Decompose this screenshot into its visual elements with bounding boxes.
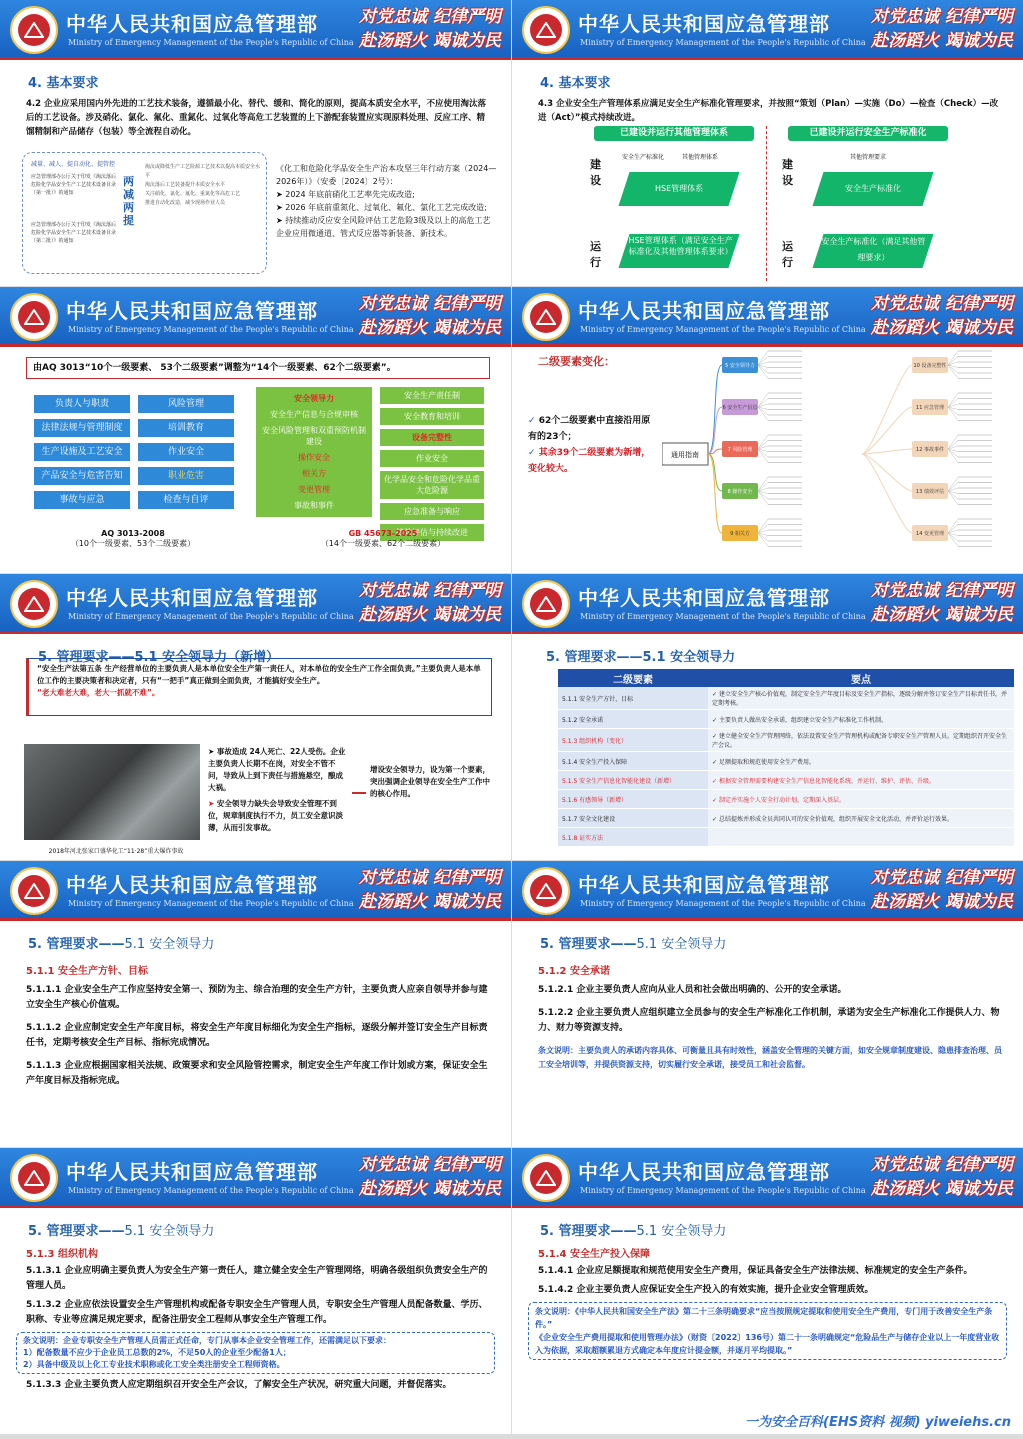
table-row: [558, 729, 1014, 752]
gb-element: 安全风险管理和双重预防机制建设: [262, 426, 366, 446]
table-row: [558, 771, 1014, 790]
org-name-en: Ministry of Emergency Management of the People's Republic of China: [68, 38, 354, 47]
section-title: 5. 管理要求——5.1 安全领导力: [546, 650, 736, 665]
slide-5-1-3: [0, 1148, 511, 1434]
mindmap-root-label: 通用指南: [671, 451, 699, 459]
gb-element: 相关方: [302, 469, 326, 478]
element-cell: 5.1.2 安全承诺: [558, 710, 708, 729]
slide-banner: [0, 0, 511, 60]
points-cell: ✓ 制定并实施个人安全行动计划，定期深入基层。: [708, 790, 1014, 809]
gb-element: 变更管理: [298, 485, 330, 494]
points-cell: ✓ 建立安全生产核心价值观，制定安全生产年度目标及安全生产指标，逐级分解并签订安全生产目标责任书，并定期考核。: [708, 687, 1014, 710]
emblem-icon: [522, 1154, 570, 1202]
slide-5-1-2: [512, 861, 1023, 1147]
section-title: 5. 管理要求——5.1 安全领导力: [540, 937, 727, 952]
subsection-title: 5.1.4 安全生产投入保障: [538, 1249, 650, 1260]
slide-banner: 中华人民共和国应急管理部 Ministry of Emergency Management of the People's Republic of China 对党忠诚 纪律严明 赴汤蹈火 竭诚为民: [512, 574, 1023, 634]
gb-element: 安全教育和培训: [380, 408, 484, 425]
gb-element: 安全领导力: [294, 394, 334, 403]
mindmap-group-label: 8 操作安全: [727, 489, 753, 495]
slide-leadership-table: [512, 574, 1023, 860]
table-row: [558, 828, 1014, 847]
aq-element: 法律法规与管理制度: [34, 419, 130, 437]
mindmap-group-label: 6 安全生产信息: [722, 405, 758, 411]
aq-element: 培训教育: [138, 419, 234, 437]
leadership-added-note: 增设安全领导力，设为第一个要素，突出强调企业领导在安全生产工作中的核心作用。: [370, 765, 490, 798]
emblem-icon: [10, 293, 58, 341]
element-cell: 5.1.5 安全生产信息化智能化建设（新增）: [558, 771, 708, 790]
slide-banner: 中华人民共和国应急管理部 Ministry of Emergency Management of the People's Republic of China 对党忠诚 纪律严明 赴汤蹈火 竭诚为民: [0, 861, 511, 921]
mindmap: [662, 347, 1012, 567]
element-cell: 5.1.8 证实方法: [558, 828, 708, 847]
clause-5-1-1-3: 5.1.1.3 企业应根据国家相关法规、政策要求和安全风险管控需求，制定安全生产年度工作计划或方案，保证安全生产年度目标及指标完成。: [26, 1061, 488, 1086]
clause-4-3: 4.3 企业安全生产管理体系应满足安全生产标准化管理要求，并按照“策划（Plan）—实施（Do）—检查（Check）—改进（Act）”模式持续改进。: [538, 99, 999, 123]
emblem-icon: [522, 867, 570, 915]
two-reduce-label: 两减两提: [123, 175, 134, 227]
slide-banner: 中华人民共和国应急管理部 Ministry of Emergency Management of the People's Republic of China 对党忠诚 纪律严明 赴汤蹈火 竭诚为民: [0, 287, 511, 347]
aq3013-elements: [34, 395, 234, 509]
clause-5-1-4-1: 5.1.4.1 企业应足额提取和规范使用安全生产费用，保证具备安全生产法律法规、标准规定的安全生产条件。: [538, 1266, 973, 1276]
table-row: [558, 687, 1014, 710]
aq-element: 作业安全: [138, 443, 234, 461]
clause-5-1-1-2: 5.1.1.2 企业应制定安全生产年度目标，将安全生产年度目标细化为安全生产指标，逐级分解并签订安全生产目标责任书，定期考核安全生产目标、指标完成情况。: [26, 1023, 488, 1048]
aq-element: 检查与自评: [138, 491, 234, 509]
run-label-left: 运行: [590, 240, 601, 269]
clause-5-1-3-3: 5.1.3.3 企业主要负责人应定期组织召开安全生产会议，了解安全生产状况，研究重大问题，并督促落实。: [26, 1380, 452, 1390]
slide-basic-req-4-3: 中华人民共和国应急管理部 Ministry of Emergency Management of the People's Republic of China 对党忠诚 纪律严明 赴汤蹈火 竭诚为民 4. 基本要求 4.3 企业安全生产管理体系应满足安全生产标准化管理要求，并按照“策划（Plan）—实施（Do）—检查（Check）—改进（Act）”模式持续改进。 已建设并运行其他管理体系 已建设并运行安全生产标准化 建设 运行 建设 运行 安全生产标准化 其他管理体系 HSE管理体系 HSE管理体系（满足安全生产标准化及其他管理体系要求） 其他管理要求 安全生产标准化 安全生产标准化（满足其他管理要求）: [512, 0, 1023, 286]
section-title: 5. 管理要求——5.1 安全领导力: [540, 1224, 727, 1239]
gb-element: 绩效评估与持续改进: [380, 524, 484, 541]
aq3013-caption: AQ 3013-2008 （10个一级要素、53个二级要素）: [70, 529, 196, 548]
slide-leadership-new: [0, 574, 511, 860]
slide-banner: 中华人民共和国应急管理部 Ministry of Emergency Management of the People's Republic of China 对党忠诚 纪律严明 赴汤蹈火 竭诚为民: [512, 1148, 1023, 1208]
mindmap-link: [862, 454, 912, 491]
slide-banner: 中华人民共和国应急管理部 Ministry of Emergency Management of the People's Republic of China 对党忠诚 纪律严明 赴汤蹈火 竭诚为民: [512, 287, 1023, 347]
mindmap-group-label: 7 风险管理: [727, 447, 753, 453]
element-cell: 5.1.4 安全生产投入保障: [558, 752, 708, 771]
col-element: 二级要素: [558, 669, 708, 687]
mindmap-link: [862, 365, 912, 454]
table-row: [558, 790, 1014, 809]
change-banner: 由AQ 3013“10个一级要素、 53个二级要素”调整为“14个一级要素、62个二级要素”。: [26, 357, 490, 379]
build-label-left: 建设: [590, 158, 601, 187]
element-cell: 5.1.7 安全文化建设: [558, 809, 708, 828]
law-quote-box: “安全生产法第五条 生产经营单位的主要负责人是本单位安全生产第一责任人，对本单位的安全生产工作全面负责。”主要负责人是本单位工作的主要决策者和决定者，只有“一把手”真正做到全面负责，才能搞好安全生产。 “老大难老大难，老大一抓就不难”。: [26, 658, 492, 716]
clause-explanation-box: 条文说明：《中华人民共和国安全生产法》第二十三条明确要求“应当按照规定提取和使用安全生产费用，专门用于改善安全生产条件。” 《企业安全生产费用提取和使用管理办法》（财资〔2022〕136号）第二十一条明确规定“危险品生产与储存企业以上一年度营业收入为依据，采取超额累退方式确定本年度应计提金额，并逐月平均提取。”: [528, 1302, 1007, 1360]
clause-5-1-2-1: 5.1.2.1 企业主要负责人应向从业人员和社会做出明确的、公开的安全承诺。: [538, 985, 847, 995]
slide-banner: 中华人民共和国应急管理部 Ministry of Emergency Management of the People's Republic of China 对党忠诚 纪律严明 赴汤蹈火 竭诚为民: [0, 1148, 511, 1208]
accident-photo: [24, 744, 200, 840]
aq-element: 职业危害: [138, 467, 234, 485]
gb-element: 安全生产信息与合规审核: [270, 410, 358, 419]
element-cell: 5.1.1 安全生产方针、目标: [558, 687, 708, 710]
slide-banner: 中华人民共和国应急管理部 Ministry of Emergency Management of the People's Republic of China 对党忠诚 纪律严明 赴汤蹈火 竭诚为民: [512, 0, 1023, 60]
slide-title: 二级要素变化：: [538, 355, 615, 368]
left-column-title: 已建设并运行其他管理体系: [594, 126, 754, 141]
mindmap-group-label: 14 变更管理: [916, 531, 944, 537]
mindmap-group-label: 12 事故事件: [916, 447, 944, 453]
three-year-plan: 《化工和危险化学品安全生产治本攻坚三年行动方案（2024—2026年）》（安委〔2024〕2号）： ➤ 2024 年底前硝化工艺率先完成改造; ➤ 2026 年底前重氮化、过氧化、氟化、氯化工艺完成改造; ➤ 持续推动反应安全风险评估工艺危险3级及以上的高危工艺企业应用微通道、管式反应器等新装备、新技术。: [276, 164, 497, 238]
mindmap-group-label: 11 应急管理: [916, 405, 944, 411]
section-title: 4. 基本要求: [28, 76, 99, 91]
mindmap-group-label: 9 相关方: [730, 531, 750, 537]
element-cell: 5.1.3 组织机构（变化）: [558, 729, 708, 752]
gb-element: 设备完整性: [380, 429, 484, 446]
table-row: [558, 710, 1014, 729]
mindmap-group-label: 5 安全领导力: [725, 363, 755, 369]
points-cell: ✓ 主要负责人做出安全承诺，组织建立安全生产标准化工作机制。: [708, 710, 1014, 729]
aq-element: 事故与应急: [34, 491, 130, 509]
slide-basic-req-4-2: [0, 0, 511, 286]
change-summary: ✓ 62个二级要素中直接沿用原有的23个； ✓ 其余39个二级要素为新增，变化较大。: [528, 416, 651, 474]
points-cell: ✓ 总结提炼并形成全员共同认可的安全价值观，组织开展安全文化活动，并评价运行效果。: [708, 809, 1014, 828]
build-label-right: 建设: [782, 158, 793, 187]
watermark: 一为安全百科(EHS资料 视频) yiweiehs.cn: [745, 1415, 1011, 1430]
gb45673-caption: GB 45673-2025 （14个一级要素、62个二级要素）: [320, 529, 446, 548]
emblem-icon: [522, 580, 570, 628]
safety-std-build: 安全生产标准化: [812, 172, 933, 206]
clause-explanation-box: 条文说明：企业专职安全生产管理人员需正式任命，专门从事本企业安全管理工作，还需满足以下要求： 1）配备数量不应少于企业员工总数的2%，不足50人的企业至少配备1人； 2）具备中级及以上化工专业技术职称或化工安全类注册安全工程师资格。: [16, 1332, 495, 1374]
slide-5-1-1: [0, 861, 511, 1147]
requirements-table: [558, 669, 1014, 847]
clause-4-2: 4.2 企业应采用国内外先进的工艺技术装备，遵循最小化、替代、缓和、简化的原则，提高本质安全水平，不应使用淘汰落后的工艺设备。涉及硝化、氯化、氟化、重氮化、过氧化等高危工艺装置的上下游配套装置应实现原料处理、反应工序、精馏精制和产品储存（包装）等全流程自动化。: [26, 99, 487, 137]
slide-banner: 中华人民共和国应急管理部 Ministry of Emergency Management of the People's Republic of China 对党忠诚 纪律严明 赴汤蹈火 竭诚为民: [0, 574, 511, 634]
section-title: 5. 管理要求——5.1 安全领导力（新增）: [38, 650, 280, 665]
clause-5-1-3-2: 5.1.3.2 企业应依法设置安全生产管理机构或配备专职安全生产管理人员，专职安全生产管理人员配备数量、学历、职称、专业等应满足规定要求，配备注册安全工程师从事安全生产管理工作。: [26, 1300, 488, 1325]
two-reduce-box: 减量、减人、提自动化、提管控 应急管理部办公厅关于印发《淘汰落后危险化学品安全生产工艺技术设备目录（第一批）》的通知 应急管理部办公厅关于印发《淘汰落后危险化学品安全生产工艺技术设备目录（第二批）》的通知 两减两提 淘汰或降低生产工艺险源工艺技术以提高本质安全水平 淘汰落后工艺装备提升本质安全水平 关注硝化、氯化、氟化、重氮化等高危工艺 推进自动化改造，减少现场作业人员: [22, 152, 267, 274]
points-cell: [708, 828, 1014, 847]
org-name-cn: 中华人民共和国应急管理部: [66, 12, 318, 36]
gb45673-elements-b: [380, 387, 484, 537]
mindmap-group-label: 10 设备完整性: [913, 363, 947, 369]
aq-element: 产品安全与危害告知: [34, 467, 130, 485]
emblem-icon: [10, 867, 58, 915]
table-row: [558, 809, 1014, 828]
clause-5-1-4-2: 5.1.4.2 企业主要负责人应保证安全生产投入的有效实施，提升企业安全管理质效。: [538, 1285, 874, 1295]
mindmap-link: [708, 365, 722, 454]
col-points: 要点: [708, 669, 1014, 687]
run-label-right: 运行: [782, 240, 793, 269]
subsection-title: 5.1.3 组织机构: [26, 1249, 98, 1260]
subsection-title: 5.1.2 安全承诺: [538, 966, 610, 977]
gb-element: 化学品安全和危险化学品重大危险源: [380, 471, 484, 499]
slide-banner: 中华人民共和国应急管理部 Ministry of Emergency Management of the People's Republic of China 对党忠诚 纪律严明 赴汤蹈火 竭诚为民: [512, 861, 1023, 921]
mindmap-link: [708, 454, 722, 533]
subsection-title: 5.1.1 安全生产方针、目标: [26, 966, 148, 977]
mindmap-group-label: 13 绩效评估: [916, 489, 944, 495]
safety-std-run: 安全生产标准化（满足其他管理要求）: [812, 234, 933, 268]
emblem-icon: [522, 6, 570, 54]
section-title: 5. 管理要求——5.1 安全领导力: [28, 937, 215, 952]
element-cell: 5.1.6 有感领导（新增）: [558, 790, 708, 809]
photo-caption: 2018年河北张家口盛华化工“11·28”重大爆炸事故: [48, 848, 184, 855]
gb-element: 安全生产责任制: [380, 387, 484, 404]
clause-5-1-1-1: 5.1.1.1 企业安全生产工作应坚持安全第一、预防为主、综合治理的安全生产方针，主要负责人应亲自领导并参与建立安全生产核心价值观。: [26, 985, 488, 1010]
clause-explanation: 条文说明：主要负责人的承诺内容具体、可衡量且具有时效性，涵盖安全管理的关键方面，如安全规章制度建设、隐患排查治理、员工安全培训等，并提供资源支持，切实履行安全承诺，接受员工和社会监督。: [538, 1046, 1002, 1069]
hse-system-run: HSE管理体系（满足安全生产标准化及其他管理体系要求）: [618, 234, 739, 268]
gb-element: 作业安全: [380, 450, 484, 467]
slide-5-1-4: [512, 1148, 1023, 1434]
points-cell: ✓ 足额提取和规范使用安全生产费用。: [708, 752, 1014, 771]
gb-element: 事故和事件: [294, 501, 334, 510]
right-column-title: 已建设并运行安全生产标准化: [788, 126, 948, 141]
emblem-icon: [10, 580, 58, 628]
gb45673-elements-a: [256, 387, 372, 517]
table-row: [558, 752, 1014, 771]
mindmap-link: [862, 407, 912, 454]
clause-5-1-2-2: 5.1.2.2 企业主要负责人应组织建立全员参与的安全生产标准化工作机制，承诺为安全生产标准化工作提供人力、物力、财力等资源支持。: [538, 1008, 1000, 1033]
mindmap-link: [862, 454, 912, 533]
points-cell: ✓ 建立健全安全生产管理网络，依法设置安全生产管理机构或配备专职安全生产管理人员。定期组织召开安全生产会议。: [708, 729, 1014, 752]
emblem-icon: [522, 293, 570, 341]
hse-system-build: HSE管理体系: [618, 172, 739, 206]
gb-element: 操作安全: [298, 453, 330, 462]
aq-element: 负责人与职责: [34, 395, 130, 413]
points-cell: ✓ 根据安全管理需要构建安全生产信息化智能化系统，并运行、维护、评估、升级。: [708, 771, 1014, 790]
motto: 对党忠诚 纪律严明 赴汤蹈火 竭诚为民: [359, 7, 501, 51]
aq-element: 风险管理: [138, 395, 234, 413]
section-title: 5. 管理要求——5.1 安全领导力: [28, 1224, 215, 1239]
slide-secondary-elements: [512, 287, 1023, 573]
clause-5-1-3-1: 5.1.3.1 企业应明确主要负责人为安全生产第一责任人，建立健全安全生产管理网络，明确各级组织负责安全生产的管理人员。: [26, 1266, 488, 1291]
slide-element-comparison: [0, 287, 511, 573]
section-title: 4. 基本要求: [540, 76, 611, 91]
emblem-icon: [10, 1154, 58, 1202]
gb-element: 应急准备与响应: [380, 503, 484, 520]
accident-points: ➤ 事故造成 24人死亡、22人受伤。企业主要负责人长期不在岗，对安全不管不问，导致从上到下责任与措施悬空，酿成大祸。 ➤ 安全领导力缺失会导致安全管理不到位，规章制度执行不力，员工安全意识淡薄，从而引发事故。: [208, 747, 346, 832]
emblem-icon: [10, 6, 58, 54]
aq-element: 生产设施及工艺安全: [34, 443, 130, 461]
